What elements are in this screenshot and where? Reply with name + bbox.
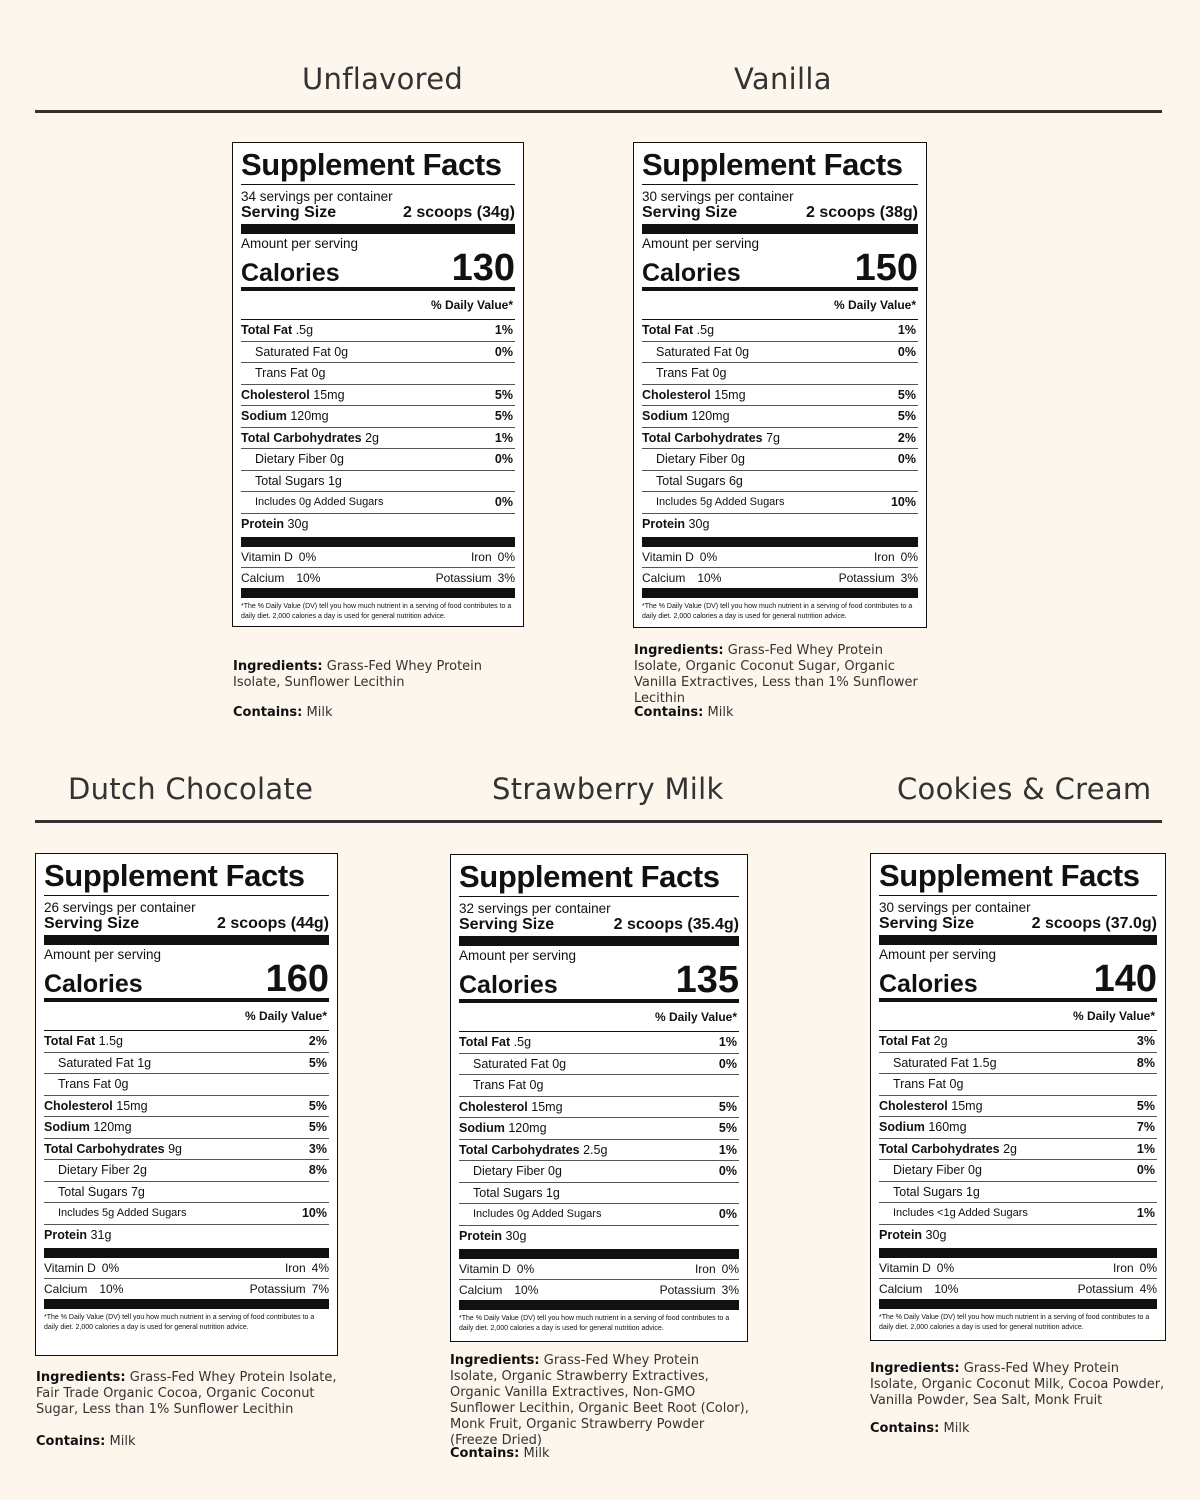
cholesterol-row: Cholesterol 15mg 5%: [459, 1097, 739, 1119]
daily-value-percent: 7%: [1136, 1120, 1155, 1134]
thick-divider: [459, 936, 739, 946]
contains-cookies-cream: Contains: Milk: [870, 1421, 970, 1436]
ingredients-text: Grass-Fed Whey Protein Isolate, Sunflower Lecithin: [233, 659, 483, 690]
facts-title: Supplement Facts: [642, 147, 918, 185]
total-fat-row: Total Fat .5g 1%: [459, 1032, 739, 1054]
sodium-row: Sodium 120mg 5%: [241, 406, 515, 428]
ingredients-text: Grass-Fed Whey Protein Isolate, Organic Strawberry Extractives, Organic Vanilla Extractives, Non-GMO Sunflower Lecithin, Organic Beet Root (Color), Monk Fruit, Organic Strawberry Powder (Freeze Dried): [450, 1353, 749, 1448]
calories-value: 150: [854, 247, 918, 289]
daily-value-percent: 3%: [308, 1141, 327, 1156]
daily-value-percent: 1%: [897, 323, 916, 337]
serving-size-value: 2 scoops (35.4g): [613, 916, 739, 933]
dietary-fiber-row: Dietary Fiber 2g 8%: [44, 1160, 329, 1182]
cholesterol-row: Cholesterol 15mg 5%: [879, 1096, 1157, 1118]
facts-title: Supplement Facts: [241, 147, 515, 185]
protein-row: Protein 31g: [44, 1227, 112, 1242]
dietary-fiber-row: Dietary Fiber 0g 0%: [879, 1160, 1157, 1182]
thick-divider: [642, 224, 918, 234]
thick-divider: [459, 1249, 739, 1259]
facts-label-vanilla: [633, 142, 927, 628]
daily-value-percent: [916, 471, 918, 492]
divider-top: [35, 110, 1162, 113]
serving-size-value: 2 scoops (37.0g): [1031, 915, 1157, 932]
daily-value-percent: 2%: [308, 1034, 327, 1048]
daily-value-percent: 0%: [494, 495, 513, 509]
ingredients-text: Grass-Fed Whey Protein Isolate, Organic Coconut Milk, Cocoa Powder, Vanilla Powder, Sea Salt, Monk Fruit: [870, 1361, 1165, 1408]
ingredients-unflavored: Ingredients: Grass-Fed Whey Protein Isolate, Sunflower Lecithin: [233, 659, 483, 690]
daily-value-header: % Daily Value*: [459, 1003, 739, 1032]
calories-row: Calories 140: [879, 958, 1157, 1000]
calories-row: Calories 150: [642, 247, 918, 289]
dietary-fiber-row: Dietary Fiber 0g 0%: [241, 449, 515, 471]
total-carbs-row: Total Carbohydrates 2g 1%: [241, 428, 515, 450]
thick-divider: [879, 1299, 1157, 1309]
calcium-potassium-row: Calcium 10% Potassium 3%: [459, 1283, 739, 1297]
daily-value-percent: 5%: [308, 1098, 327, 1113]
thick-divider: [642, 588, 918, 598]
ingredients-cookies-cream: Ingredients: Grass-Fed Whey Protein Isolate, Organic Coconut Milk, Cocoa Powder, Vanilla Powder, Sea Salt, Monk Fruit: [870, 1361, 1165, 1408]
daily-value-percent: 0%: [718, 1056, 737, 1071]
saturated-fat-row: Saturated Fat 0g 0%: [459, 1054, 739, 1076]
total-fat-row: Total Fat 2g 3%: [879, 1031, 1157, 1053]
daily-value-percent: [327, 1182, 329, 1203]
vitamin-d-iron-row: Vitamin D 0% Iron 0%: [642, 547, 918, 568]
total-carbs-row: Total Carbohydrates 7g 2%: [642, 428, 918, 450]
vitamin-d-iron-row: Vitamin D 0% Iron 0%: [241, 547, 515, 568]
calcium-potassium-row: Calcium 10% Potassium 4%: [879, 1282, 1157, 1296]
calcium-potassium-row: Calcium 10% Potassium 3%: [241, 571, 515, 585]
daily-value-percent: 3%: [1136, 1034, 1155, 1048]
calcium-potassium-row: Calcium 10% Potassium 3%: [642, 571, 918, 585]
daily-value-header: % Daily Value*: [44, 1002, 329, 1031]
daily-value-footnote: *The % Daily Value (DV) tell you how much nutrient in a serving of food contributes to a daily diet. 2,000 calories a day is used for general nutrition advice.: [241, 603, 512, 620]
section-title-dutch-chocolate: Dutch Chocolate: [68, 772, 314, 806]
calories-row: Calories 160: [44, 958, 329, 1000]
daily-value-header: % Daily Value*: [241, 291, 515, 320]
section-title-cookies-cream: Cookies & Cream: [897, 772, 1152, 806]
total-carbs-row: Total Carbohydrates 9g 3%: [44, 1139, 329, 1161]
servings-per-container: 26 servings per container: [44, 900, 196, 915]
serving-size-value: 2 scoops (44g): [216, 915, 329, 932]
daily-value-percent: [1155, 1182, 1157, 1203]
daily-value-percent: 0%: [1136, 1163, 1155, 1177]
daily-value-footnote: *The % Daily Value (DV) tell you how much nutrient in a serving of food contributes to a daily diet. 2,000 calories a day is used for general nutrition advice.: [44, 1314, 315, 1331]
total-carbs-row: Total Carbohydrates 2.5g 1%: [459, 1140, 739, 1162]
serving-size-row: Serving Size 2 scoops (34g): [241, 204, 515, 221]
sodium-row: Sodium 120mg 5%: [459, 1118, 739, 1140]
thick-divider: [241, 588, 515, 598]
serving-size-row: Serving Size 2 scoops (44g): [44, 915, 329, 932]
vitamin-d-iron-row: Vitamin D 0% Iron 4%: [44, 1258, 329, 1279]
daily-value-footnote: *The % Daily Value (DV) tell you how much nutrient in a serving of food contributes to a daily diet. 2,000 calories a day is used for general nutrition advice.: [459, 1315, 730, 1332]
added-sugars-row: Includes <1g Added Sugars 1%: [879, 1203, 1157, 1225]
saturated-fat-row: Saturated Fat 1.5g 8%: [879, 1053, 1157, 1075]
thick-divider: [241, 224, 515, 234]
saturated-fat-row: Saturated Fat 0g 0%: [642, 342, 918, 364]
daily-value-percent: 1%: [718, 1035, 737, 1049]
cholesterol-row: Cholesterol 15mg 5%: [241, 385, 515, 407]
calories-row: Calories 130: [241, 247, 515, 289]
daily-value-percent: [513, 471, 515, 492]
cholesterol-row: Cholesterol 15mg 5%: [642, 385, 918, 407]
facts-label-cookies-cream: [870, 853, 1166, 1341]
daily-value-percent: 0%: [718, 1207, 737, 1221]
section-title-unflavored: Unflavored: [302, 62, 464, 96]
thick-divider: [879, 935, 1157, 945]
serving-size-row: Serving Size 2 scoops (37.0g): [879, 915, 1157, 932]
trans-fat-row: Trans Fat 0g: [879, 1074, 1157, 1096]
contains-unflavored: Contains: Milk: [233, 705, 333, 720]
section-title-vanilla: Vanilla: [734, 62, 832, 96]
daily-value-percent: 1%: [494, 323, 513, 337]
cholesterol-row: Cholesterol 15mg 5%: [44, 1096, 329, 1118]
thick-divider: [879, 1248, 1157, 1258]
ingredients-text: Grass-Fed Whey Protein Isolate, Fair Trade Organic Cocoa, Organic Coconut Sugar, Less than 1% Sunflower Lecithin: [36, 1370, 337, 1417]
added-sugars-row: Includes 0g Added Sugars 0%: [241, 492, 515, 514]
amount-per-serving: Amount per serving: [642, 236, 760, 251]
protein-row: Protein 30g: [642, 516, 710, 531]
total-fat-row: Total Fat 1.5g 2%: [44, 1031, 329, 1053]
amount-per-serving: Amount per serving: [44, 947, 162, 962]
daily-value-percent: [1155, 1074, 1157, 1095]
calories-value: 140: [1093, 958, 1157, 1000]
facts-title: Supplement Facts: [879, 858, 1157, 896]
daily-value-percent: 5%: [494, 387, 513, 402]
ingredients-strawberry-milk: Ingredients: Grass-Fed Whey Protein Isolate, Organic Strawberry Extractives, Organic Vanilla Extractives, Non-GMO Sunflower Lecithin, Organic Beet Root (Color), Monk Fruit, Organic Strawberry Powder (Freeze Dried): [450, 1353, 749, 1448]
dietary-fiber-row: Dietary Fiber 0g 0%: [642, 449, 918, 471]
daily-value-percent: 5%: [494, 409, 513, 423]
sodium-row: Sodium 120mg 5%: [44, 1117, 329, 1139]
servings-per-container: 34 servings per container: [241, 189, 393, 204]
trans-fat-row: Trans Fat 0g: [241, 363, 515, 385]
facts-label-strawberry-milk: [450, 854, 748, 1342]
daily-value-percent: [916, 363, 918, 384]
calories-value: 130: [451, 247, 515, 289]
protein-row: Protein 30g: [241, 516, 309, 531]
protein-row: Protein 30g: [879, 1227, 947, 1242]
protein-row: Protein 30g: [459, 1228, 527, 1243]
calcium-potassium-row: Calcium 10% Potassium 7%: [44, 1282, 329, 1296]
facts-label-unflavored: [232, 142, 524, 627]
daily-value-percent: 0%: [494, 452, 513, 466]
daily-value-percent: 0%: [897, 344, 916, 359]
daily-value-percent: 1%: [1136, 1206, 1155, 1220]
daily-value-percent: 5%: [897, 387, 916, 402]
sodium-row: Sodium 160mg 7%: [879, 1117, 1157, 1139]
contains-strawberry-milk: Contains: Milk: [450, 1446, 550, 1461]
serving-size-row: Serving Size 2 scoops (38g): [642, 204, 918, 221]
daily-value-percent: 0%: [897, 452, 916, 466]
daily-value-percent: 5%: [308, 1120, 327, 1134]
amount-per-serving: Amount per serving: [879, 947, 997, 962]
saturated-fat-row: Saturated Fat 0g 0%: [241, 342, 515, 364]
daily-value-percent: 5%: [308, 1055, 327, 1070]
thick-divider: [44, 1248, 329, 1258]
vitamin-d-iron-row: Vitamin D 0% Iron 0%: [879, 1258, 1157, 1279]
total-fat-row: Total Fat .5g 1%: [642, 320, 918, 342]
amount-per-serving: Amount per serving: [459, 948, 577, 963]
saturated-fat-row: Saturated Fat 1g 5%: [44, 1053, 329, 1075]
added-sugars-row: Includes 0g Added Sugars 0%: [459, 1204, 739, 1226]
total-sugars-row: Total Sugars 7g: [44, 1182, 329, 1204]
amount-per-serving: Amount per serving: [241, 236, 359, 251]
daily-value-percent: 10%: [301, 1206, 327, 1220]
serving-size-value: 2 scoops (38g): [805, 204, 918, 221]
sodium-row: Sodium 120mg 5%: [642, 406, 918, 428]
ingredients-text: Grass-Fed Whey Protein Isolate, Organic Coconut Sugar, Organic Vanilla Extractives, Less than 1% Sunflower Lecithin: [634, 643, 918, 706]
trans-fat-row: Trans Fat 0g: [642, 363, 918, 385]
calories-row: Calories 135: [459, 959, 739, 1001]
daily-value-percent: 10%: [890, 495, 916, 509]
facts-label-dutch-chocolate: [35, 853, 338, 1356]
daily-value-percent: 8%: [308, 1163, 327, 1177]
daily-value-percent: [513, 363, 515, 384]
thick-divider: [459, 1300, 739, 1310]
added-sugars-row: Includes 5g Added Sugars 10%: [44, 1203, 329, 1225]
thick-divider: [642, 537, 918, 547]
total-sugars-row: Total Sugars 1g: [879, 1182, 1157, 1204]
total-carbs-row: Total Carbohydrates 2g 1%: [879, 1139, 1157, 1161]
daily-value-percent: 1%: [494, 430, 513, 445]
facts-title: Supplement Facts: [459, 859, 739, 897]
daily-value-percent: 2%: [897, 430, 916, 445]
vitamin-d-iron-row: Vitamin D 0% Iron 0%: [459, 1259, 739, 1280]
daily-value-footnote: *The % Daily Value (DV) tell you how much nutrient in a serving of food contributes to a daily diet. 2,000 calories a day is used for general nutrition advice.: [642, 603, 913, 620]
serving-size-row: Serving Size 2 scoops (35.4g): [459, 916, 739, 933]
total-fat-row: Total Fat .5g 1%: [241, 320, 515, 342]
daily-value-percent: 5%: [1136, 1098, 1155, 1113]
daily-value-percent: [737, 1183, 739, 1204]
thick-divider: [44, 1299, 329, 1309]
calories-value: 160: [265, 958, 329, 1000]
ingredients-dutch-chocolate: Ingredients: Grass-Fed Whey Protein Isolate, Fair Trade Organic Cocoa, Organic Coconut Sugar, Less than 1% Sunflower Lecithin: [36, 1370, 337, 1417]
daily-value-percent: 0%: [718, 1164, 737, 1178]
daily-value-percent: 8%: [1136, 1055, 1155, 1070]
dietary-fiber-row: Dietary Fiber 0g 0%: [459, 1161, 739, 1183]
trans-fat-row: Trans Fat 0g: [459, 1075, 739, 1097]
daily-value-percent: 1%: [1136, 1141, 1155, 1156]
thick-divider: [241, 537, 515, 547]
section-title-strawberry-milk: Strawberry Milk: [492, 772, 724, 806]
total-sugars-row: Total Sugars 6g: [642, 471, 918, 493]
calories-value: 135: [675, 959, 739, 1001]
servings-per-container: 32 servings per container: [459, 901, 611, 916]
daily-value-percent: 5%: [718, 1121, 737, 1135]
daily-value-percent: [737, 1075, 739, 1096]
daily-value-percent: 5%: [718, 1099, 737, 1114]
serving-size-value: 2 scoops (34g): [402, 204, 515, 221]
facts-title: Supplement Facts: [44, 858, 329, 896]
added-sugars-row: Includes 5g Added Sugars 10%: [642, 492, 918, 514]
ingredients-vanilla: Ingredients: Grass-Fed Whey Protein Isolate, Organic Coconut Sugar, Organic Vanilla Extractives, Less than 1% Sunflower Lecithin: [634, 643, 918, 706]
servings-per-container: 30 servings per container: [879, 900, 1031, 915]
daily-value-header: % Daily Value*: [879, 1002, 1157, 1031]
trans-fat-row: Trans Fat 0g: [44, 1074, 329, 1096]
daily-value-percent: 1%: [718, 1142, 737, 1157]
contains-vanilla: Contains: Milk: [634, 705, 734, 720]
divider-bottom: [35, 820, 1162, 823]
daily-value-footnote: *The % Daily Value (DV) tell you how much nutrient in a serving of food contributes to a daily diet. 2,000 calories a day is used for general nutrition advice.: [879, 1314, 1150, 1331]
total-sugars-row: Total Sugars 1g: [459, 1183, 739, 1205]
daily-value-percent: [327, 1074, 329, 1095]
daily-value-percent: 5%: [897, 409, 916, 423]
total-sugars-row: Total Sugars 1g: [241, 471, 515, 493]
thick-divider: [44, 935, 329, 945]
daily-value-percent: 0%: [494, 344, 513, 359]
daily-value-header: % Daily Value*: [642, 291, 918, 320]
contains-dutch-chocolate: Contains: Milk: [36, 1434, 136, 1449]
servings-per-container: 30 servings per container: [642, 189, 794, 204]
